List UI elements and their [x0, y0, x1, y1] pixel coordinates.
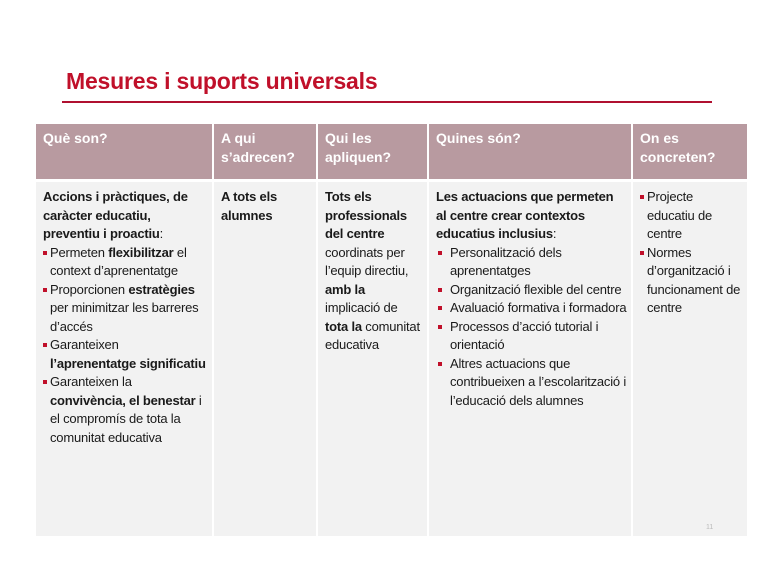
header-to-whom: A qui s’adrecen?: [213, 124, 317, 181]
which-intro-tail: :: [552, 226, 557, 241]
who-text-3: comunitat educativa: [325, 318, 420, 352]
header-who-applies: Qui les apliquen?: [317, 124, 428, 181]
list-item: Avaluació formativa i formadora: [436, 299, 627, 318]
list-item: Garanteixen la convivència, el benestar i el compromís de tota la comunitat educativa: [43, 373, 208, 447]
list-item: Proporcionen estratègies per minimitzar les barreres d’accés: [43, 281, 208, 337]
list-item: Projecte educatiu de centre: [640, 188, 743, 244]
list-item: Organització flexible del centre: [436, 281, 627, 300]
what-intro: Accions i pràctiques, de caràcter educatiu, preventiu i proactiu: [43, 189, 188, 241]
what-intro-tail: :: [159, 226, 164, 241]
header-which: Quines són?: [428, 124, 632, 181]
list-item: Normes d’organització i funcionament de centre: [640, 244, 743, 318]
cell-which: [428, 181, 632, 537]
header-what: Què son?: [35, 124, 213, 181]
who-text-1: coordinats per l’equip directiu,: [325, 244, 409, 278]
slide-title: Mesures i suports universals: [66, 68, 378, 94]
list-item: Garanteixen l’aprenentatge significatiu: [43, 336, 208, 373]
list-item: Altres actuacions que contribueixen a l’escolarització i l’educació dels alumnes: [436, 355, 627, 411]
who-bold-3: tota la: [325, 318, 362, 334]
to-whom-text: A tots els alumnes: [221, 189, 278, 223]
cell-where: [632, 181, 748, 537]
table-header-row: [35, 124, 748, 181]
who-text-2: implicació de: [325, 300, 398, 315]
what-list: [43, 244, 208, 448]
who-bold-1: Tots els professionals del centre: [325, 189, 407, 241]
page-number: 11: [706, 524, 714, 531]
measures-table: [34, 124, 749, 536]
table-row: [35, 181, 748, 537]
list-item: Processos d’acció tutorial i orientació: [436, 318, 627, 355]
list-item: Personalització dels aprenentatges: [436, 244, 627, 281]
header-where: On es concreten?: [632, 124, 748, 181]
which-list: [436, 244, 627, 411]
title-underline: [62, 101, 712, 103]
list-item: Permeten flexibilitzar el context d’aprenentatge: [43, 244, 208, 281]
cell-what: [35, 181, 213, 537]
cell-to-whom: [213, 181, 317, 537]
who-bold-2: amb la: [325, 281, 365, 297]
which-intro: Les actuacions que permeten al centre crear contextos educatius inclusius: [436, 189, 614, 241]
cell-who-applies: [317, 181, 428, 537]
where-list: [640, 188, 743, 318]
